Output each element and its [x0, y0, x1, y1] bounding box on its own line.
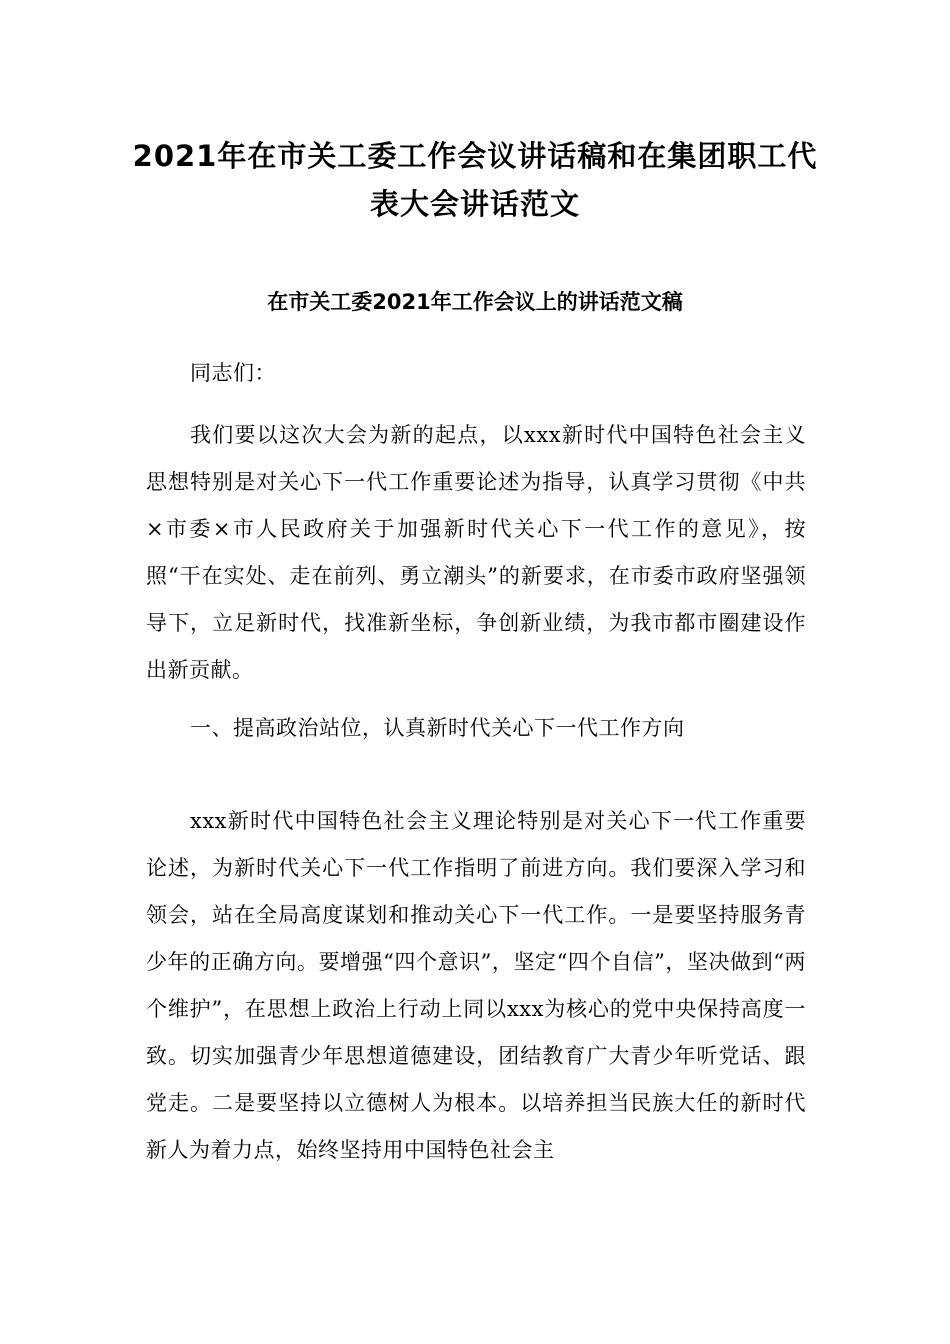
document-title: 2021年在市关工委工作会议讲话稿和在集团职工代表大会讲话范文	[132, 139, 818, 221]
greeting: 同志们：	[190, 361, 276, 385]
intro-paragraph: 我们要以这次大会为新的起点，以xxx新时代中国特色社会主义思想特别是对关心下一代工作重要论述为指导，认真学习贯彻《中共×市委×市人民政府关于加强新时代关心下一代工作的意见》，按照“干在实处、走在前列、勇立潮头”的新要求，在市委市政府坚强领导下，立足新时代，找准新坐标，争创新业绩，为我市都市圈建设作出新贡献。	[146, 423, 806, 682]
section-heading-1: 一、提高政治站位，认真新时代关心下一代工作方向	[190, 716, 685, 740]
speech-subtitle: 在市关工委2021年工作会议上的讲话范文稿	[267, 290, 683, 314]
section-1-paragraph: xxx新时代中国特色社会主义理论特别是对关心下一代工作重要论述，为新时代关心下一代工作指明了前进方向。我们要深入学习和领会，站在全局高度谋划和推动关心下一代工作。一是要坚持服务青少年的正确方向。要增强“四个意识”，坚定“四个自信”，坚决做到“两个维护”，在思想上政治上行动上同以xxx为核心的党中央保持高度一致。切实加强青少年思想道德建设，团结教育广大青少年听党话、跟党走。二是要坚持以立德树人为根本。以培养担当民族大任的新时代新人为着力点，始终坚持用中国特色社会主	[146, 809, 806, 1162]
